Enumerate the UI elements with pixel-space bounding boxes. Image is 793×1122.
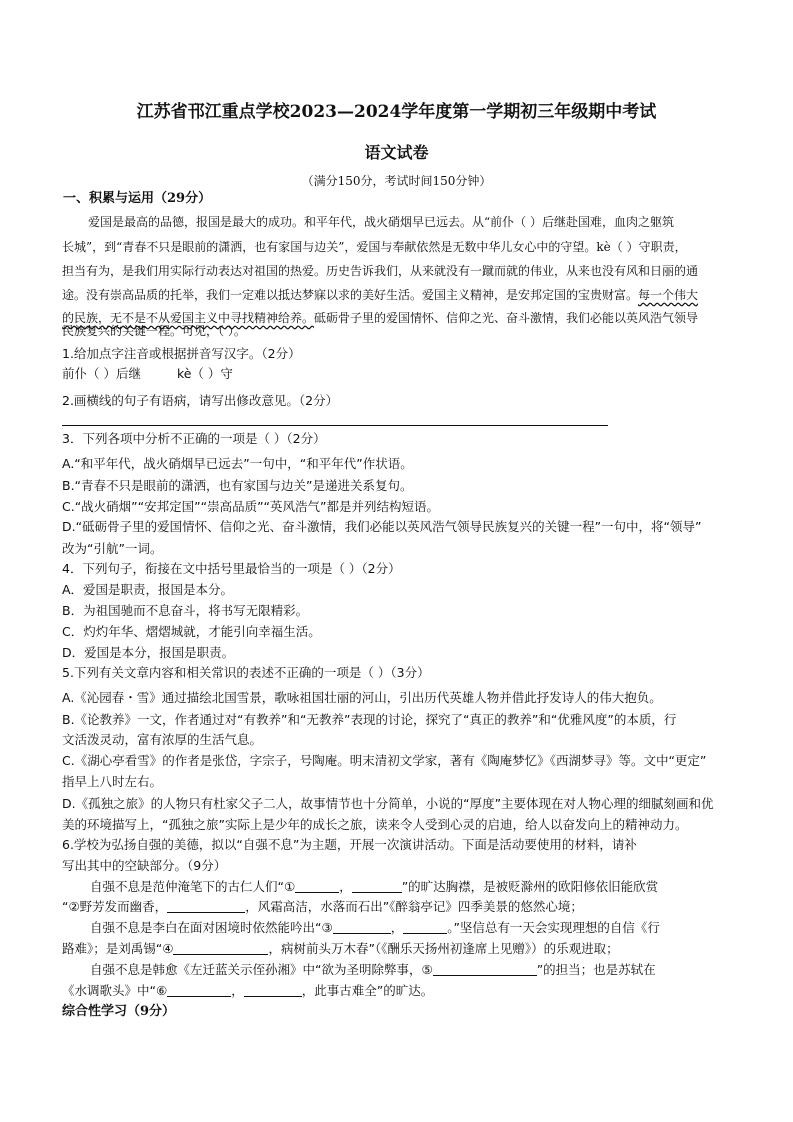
underlined-sentence-part-1: 每一个伟大 bbox=[638, 288, 699, 302]
question-5: 5.下列有关文章内容和相关常识的表述不正确的一项是（ ）（3分） bbox=[62, 665, 430, 680]
question-4: 4．下列句子，衔接在文中括号里最恰当的一项是（ ）（2分） bbox=[62, 561, 401, 576]
blank-1b[interactable] bbox=[352, 879, 402, 893]
blank-6b[interactable] bbox=[244, 983, 302, 997]
q5-option-b-cont: 文活泼灵动，富有浓厚的生活气息。 bbox=[62, 732, 263, 747]
question-1-answers bbox=[62, 365, 233, 383]
q5-option-d: D.《孤独之旅》的人物只有杜家父子二人，故事情节也十分简单，小说的“厚度”主要体现在对人物心理的细腻刻画和优 bbox=[62, 796, 714, 811]
q6-paragraph-3-cont bbox=[62, 982, 433, 1000]
q4-option-c: C．灼灼年华、熠熠城就，才能引向幸福生活。 bbox=[62, 624, 321, 639]
question-6: 6.学校为弘扬自强的美德，拟以“自强不息”为主题，开展一次演讲活动。下面是活动要使用的材料，请补 bbox=[62, 837, 637, 852]
q6-p2-text-c: 路难》；是刘禹锡“④ bbox=[62, 941, 174, 956]
q4-option-d: D．爱国是本分，报国是职责。 bbox=[62, 645, 235, 660]
q6-p3-text-c: 《水调歌头》中“⑥ bbox=[62, 983, 168, 998]
q5-option-c-cont: 指早上八时左右。 bbox=[62, 774, 163, 789]
passage-line-4 bbox=[62, 286, 698, 304]
q6-paragraph-1 bbox=[90, 878, 658, 896]
q6-p1-text-c: “②野芳发而幽香， bbox=[62, 899, 168, 914]
paper-subtitle: 语文试卷 bbox=[364, 143, 429, 162]
blank-comma: ， bbox=[231, 983, 244, 998]
q5-option-a: A.《沁园春・雪》通过描绘北国雪景，歌咏祖国壮丽的河山，引出历代英雄人物并借此抒发诗人的伟大抱负。 bbox=[62, 690, 662, 705]
blank-2[interactable] bbox=[167, 899, 245, 913]
q3-option-a: A.“和平年代，战火硝烟早已远去”一句中，“和平年代”作状语。 bbox=[62, 456, 413, 471]
q5-option-c: C.《湖心亭看雪》的作者是张岱，字宗子，号陶庵。明末清初文学家，著有《陶庵梦忆》《西湖梦寻》等。文中“更定” bbox=[62, 753, 707, 768]
exam-title: 江苏省邗江重点学校2023—2024学年度第一学期初三年级期中考试 bbox=[136, 102, 657, 122]
blank-3a[interactable] bbox=[333, 920, 391, 934]
answer-line bbox=[62, 425, 608, 426]
blank-3b[interactable] bbox=[403, 920, 447, 934]
q6-p2-text-d: 病树前头万木春”（《酬乐天扬州初逢席上见赠》）的乐观进取； bbox=[280, 941, 619, 956]
passage-line-3: 担当有为，是我们用实际行动表达对祖国的热爱。历史告诉我们，从来就没有一蹴而就的伟业，从来也没有风和日丽的通 bbox=[62, 264, 699, 278]
q4-option-b: B．为祖国驰而不息奋斗，将书写无限精彩。 bbox=[62, 603, 309, 618]
passage-line-1: 爱国是最高的品德，报国是最大的成功。和平年代，战火硝烟早已远去。从“前仆（ ）后继赴国难，血肉之躯筑 bbox=[88, 215, 674, 229]
q3-option-d-cont: 改为“引航”一词。 bbox=[62, 541, 163, 556]
blank-6a[interactable] bbox=[167, 983, 231, 997]
passage-line-2: 长城”，到“青春不只是眼前的潇洒，也有家国与边关”，爱国与奉献依然是无数中华儿女心中的守望。kè（ ）守职责， bbox=[62, 240, 687, 254]
q3-option-b: B.“青春不只是眼前的潇洒，也有家国与边关”是递进关系复句。 bbox=[62, 478, 413, 493]
q6-p1-text-b: ”的旷达胸襟，是被贬滁州的欧阳修依旧能欣赏 bbox=[401, 879, 659, 894]
question-6-cont: 写出其中的空缺部分。（9分） bbox=[62, 858, 227, 873]
q4-option-a: A．爱国是职责，报国是本分。 bbox=[62, 582, 234, 597]
q6-paragraph-2-cont bbox=[62, 940, 619, 958]
question-1-answer-b: kè（ ）守 bbox=[176, 366, 233, 381]
passage-line-4-text: 途。没有崇高品质的托举，我们一定难以抵达梦寐以求的美好生活。爱国主义精神，是安邦定国的宝贵财富。 bbox=[62, 288, 639, 302]
blank-comma: ， bbox=[301, 983, 315, 998]
question-1: 1.给加点字注音或根据拼音写汉字。（2分） bbox=[62, 346, 301, 361]
q6-p3-text-b: ”的担当；也是苏轼在 bbox=[536, 962, 656, 977]
q6-paragraph-2 bbox=[90, 919, 660, 937]
section1-heading: 一、积累与运用（29分） bbox=[63, 191, 212, 206]
q6-p2-text-b: 。”坚信总有一天会实现理想的自信《行 bbox=[447, 920, 660, 935]
blank-4[interactable] bbox=[173, 941, 268, 955]
question-1-answer-a: 前仆（ ）后继 bbox=[62, 366, 141, 381]
q3-option-d: D.“砥砺骨子里的爱国情怀、信仰之光、奋斗激情，我们必能以英风浩气领导民族复兴的关键一程”一句中，将“领导” bbox=[62, 519, 702, 534]
exam-note: （满分150分，考试时间150分钟） bbox=[301, 174, 492, 188]
q5-option-b: B.《论教养》一文，作者通过对“有教养”和“无教养”表现的讨论，探究了“真正的教养”和“优雅风度”的本质，行 bbox=[62, 712, 677, 727]
q5-option-d-cont: 美的环境描写上，“孤独之旅”实际上是少年的成长之旅，读来令人受到心灵的启迪，给人以奋发向上的精神动力。 bbox=[62, 817, 688, 832]
q6-p1-text-a: 自强不息是范仲淹笔下的古仁人们“① bbox=[90, 879, 296, 894]
q3-option-c: C.“战火硝烟”“安邦定国”“崇高品质”“英风浩气”都是并列结构短语。 bbox=[62, 499, 440, 514]
section2-heading: 综合性学习（9分） bbox=[62, 1004, 176, 1019]
blank-comma: ， bbox=[390, 920, 404, 935]
q6-p2-text-a: 自强不息是李白在面对困境时依然能吟出“③ bbox=[90, 920, 333, 935]
q6-p3-text-d: 此事古难全”的旷达。 bbox=[314, 983, 434, 998]
question-3: 3．下列各项中分析不正确的一项是（ ）（2分） bbox=[62, 431, 326, 446]
q6-p3-text-a: 自强不息是韩愈《左迁蓝关示侄孙湘》中“欲为圣明除弊事，⑤ bbox=[90, 962, 433, 977]
q6-p1-text-d: ，风霜高洁，水落而石出”《醉翁亭记》四季美景的悠然心境； bbox=[245, 899, 583, 914]
blank-comma: ， bbox=[268, 941, 281, 956]
underlined-sentence-part-2: 的民族，无不是不从爱国主义中寻找精神给养。 bbox=[62, 311, 315, 325]
q6-paragraph-1-cont bbox=[62, 898, 583, 916]
blank-5[interactable] bbox=[433, 962, 537, 976]
question-2: 2.画横线的句子有语病，请写出修改意见。（2分） bbox=[62, 393, 339, 408]
passage-line-6: 民族复兴的关键一程。可见，（ ）。 bbox=[62, 324, 246, 338]
blank-1a[interactable] bbox=[295, 879, 339, 893]
passage-line-5-text: 砥砺骨子里的爱国情怀、信仰之光、奋斗激情，我们必能以英风浩气领导 bbox=[314, 311, 699, 325]
q6-paragraph-3 bbox=[90, 961, 656, 979]
blank-comma: ， bbox=[339, 879, 352, 894]
